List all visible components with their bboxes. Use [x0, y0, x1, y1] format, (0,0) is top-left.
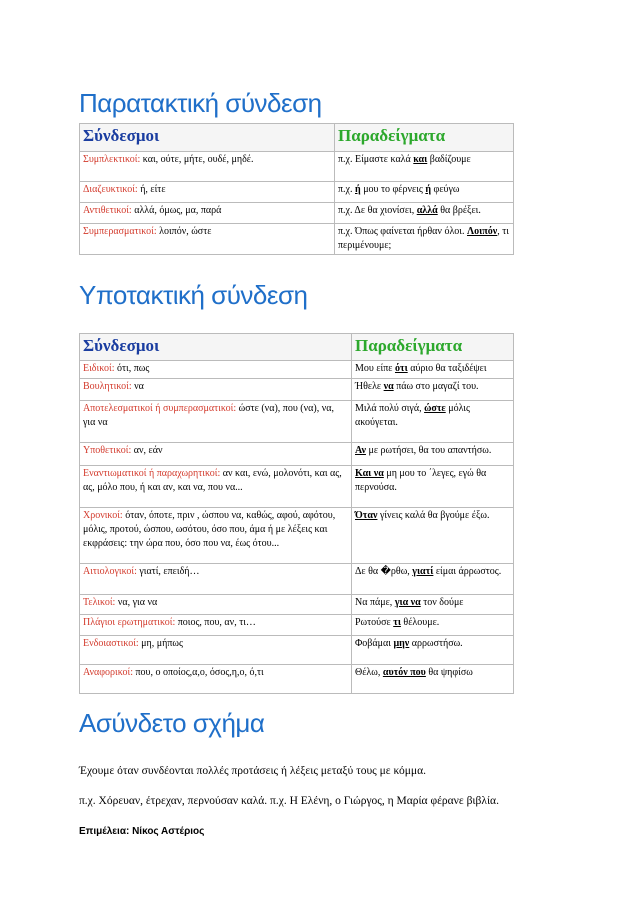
example-keyword: ή: [355, 184, 361, 195]
example-keyword: να: [383, 381, 394, 392]
table-row: [80, 203, 514, 224]
example-keyword: Και να: [355, 468, 384, 479]
example-text: βαδίζουμε: [427, 154, 471, 165]
conjunction-label: Εναντιωματικοί ή παραχωρητικοί:: [83, 468, 221, 479]
conjunction-label: Αντιθετικοί:: [83, 205, 132, 216]
hypotactic-table: [79, 333, 514, 694]
example-text: Μου είπε: [355, 363, 395, 374]
column-header-conjunctions: Σύνδεσμοι: [80, 334, 352, 361]
example-keyword: Αν: [355, 445, 366, 456]
example-text: Ήθελε: [355, 381, 384, 392]
conjunction-label: Αναφορικοί:: [83, 667, 133, 678]
section-title-hypotactic: Υποτακτική σύνδεση: [79, 280, 308, 310]
example-keyword: και: [413, 154, 428, 165]
asyndeton-example: π.χ. Χόρευαν, έτρεχαν, περνούσαν καλά. π.χ. Η Ελένη, ο Γιώργος, η Μαρία φέρανε βιβλία.: [79, 795, 499, 807]
example-text: θα βρέξει.: [437, 205, 481, 216]
example-text: αύριο θα ταξιδέψει: [407, 363, 487, 374]
example-text: μόλις ακούγεται.: [355, 403, 470, 428]
table-row: [80, 564, 514, 595]
table-row: [80, 615, 514, 636]
example-text: τον δούμε: [420, 597, 464, 608]
table-row: [80, 636, 514, 665]
example-text: π.χ. Όπως φαίνεται ήρθαν όλοι.: [338, 226, 467, 237]
example-keyword: Όταν: [355, 510, 378, 521]
conjunction-words: όταν, όποτε, πριν , ώσπου να, καθώς, αφού, αφότου, μόλις, προτού, ώσπου, ωσότου, όσο που, άμα ή με λέξεις και εκφράσεις: την ώρα που, όσο που να, έως ότου...: [83, 510, 336, 549]
example-text: π.χ. Δε θα χιονίσει,: [338, 205, 417, 216]
conjunction-label: Αποτελεσματικοί ή συμπερασματικοί:: [83, 403, 237, 414]
example-text: Ρωτούσε: [355, 617, 394, 628]
example-text: θέλουμε.: [400, 617, 440, 628]
table-row: [80, 595, 514, 615]
section-title-asyndeton: Ασύνδετο σχήμα: [79, 708, 265, 738]
column-header-examples: Παραδείγματα: [335, 124, 514, 152]
table-row: [80, 182, 514, 203]
table-row: [80, 361, 514, 379]
conjunction-words: να: [131, 381, 144, 392]
conjunction-label: Τελικοί:: [83, 597, 116, 608]
table-row: [80, 152, 514, 182]
conjunction-words: και, ούτε, μήτε, ουδέ, μηδέ.: [140, 154, 254, 165]
example-keyword: ώστε: [424, 403, 446, 414]
table-row: [80, 466, 514, 508]
conjunction-label: Συμπερασματικοί:: [83, 226, 157, 237]
column-header-examples: Παραδείγματα: [352, 334, 514, 361]
example-text: Να πάμε,: [355, 597, 395, 608]
example-keyword: γιατί: [412, 566, 434, 577]
example-keyword: ότι: [394, 363, 408, 374]
table-row: [80, 508, 514, 564]
column-header-conjunctions: Σύνδεσμοι: [80, 124, 335, 152]
example-keyword: για να: [394, 597, 421, 608]
conjunction-label: Αιτιολογικοί:: [83, 566, 137, 577]
example-text: πάω στο μαγαζί του.: [393, 381, 479, 392]
example-text: μη μου το ΄λεγες, εγώ θα περνούσα.: [355, 468, 487, 493]
example-keyword: ή: [425, 184, 432, 195]
example-text: Μιλά πολύ σιγά,: [355, 403, 425, 414]
paratactic-table: [79, 123, 514, 255]
example-text: με ρωτήσει, θα του απαντήσω.: [365, 445, 492, 456]
conjunction-words: ώστε (να), που (να), να, για να: [83, 403, 334, 428]
table-row: [80, 379, 514, 401]
conjunction-words: ή, είτε: [137, 184, 166, 195]
conjunction-label: Χρονικοί:: [83, 510, 123, 521]
table-row: [80, 401, 514, 443]
conjunction-label: Συμπλεκτικοί:: [83, 154, 141, 165]
credit-line: Επιμέλεια: Νίκος Αστέριος: [79, 826, 205, 837]
table-row: [80, 443, 514, 466]
conjunction-words: μη, μήπως: [138, 638, 183, 649]
conjunction-words: ότι, πως: [114, 363, 150, 374]
conjunction-label: Βουλητικοί:: [83, 381, 132, 392]
conjunction-words: αν και, ενώ, μολονότι, και ας, ας, μόλο που, ή και αν, και να, που να...: [83, 468, 342, 493]
conjunction-label: Υποθετικοί:: [83, 445, 132, 456]
example-text: π.χ.: [338, 184, 355, 195]
example-text: γίνεις καλά θα βγούμε έξω.: [377, 510, 490, 521]
example-keyword: Λοιπόν: [466, 226, 498, 237]
conjunction-words: να, για να: [115, 597, 158, 608]
conjunction-words: αν, εάν: [131, 445, 163, 456]
example-text: , τι περιμένουμε;: [338, 226, 509, 251]
conjunction-label: Πλάγιοι ερωτηματικοί:: [83, 617, 176, 628]
table-row: [80, 665, 514, 694]
example-text: π.χ. Είμαστε καλά: [338, 154, 414, 165]
example-text: θα ψηφίσω: [425, 667, 473, 678]
example-keyword: αυτόν που: [382, 667, 426, 678]
section-title-paratactic: Παρατακτική σύνδεση: [79, 88, 322, 118]
conjunction-label: Ειδικοί:: [83, 363, 115, 374]
conjunction-words: λοιπόν, ώστε: [156, 226, 212, 237]
example-text: Θέλω,: [355, 667, 383, 678]
conjunction-label: Διαζευκτικοί:: [83, 184, 138, 195]
example-text: Δε θα �ρθω,: [355, 566, 413, 577]
example-keyword: αλλά: [416, 205, 438, 216]
conjunction-label: Ενδοιαστικοί:: [83, 638, 139, 649]
example-text: Φοβάμαι: [355, 638, 394, 649]
example-text: αρρωστήσω.: [409, 638, 463, 649]
asyndeton-definition: Έχουμε όταν συνδέονται πολλές προτάσεις ή λέξεις μεταξύ τους με κόμμα.: [79, 765, 426, 777]
example-keyword: μην: [393, 638, 410, 649]
conjunction-words: γιατί, επειδή…: [136, 566, 200, 577]
example-text: είμαι άρρωστος.: [433, 566, 502, 577]
example-keyword: τι: [393, 617, 401, 628]
table-row: [80, 224, 514, 255]
conjunction-words: αλλά, όμως, μα, παρά: [131, 205, 222, 216]
example-text: φεύγω: [431, 184, 460, 195]
example-text: μου το φέρνεις: [360, 184, 426, 195]
conjunction-words: ποιος, που, αν, τι…: [175, 617, 256, 628]
conjunction-words: που, ο οποίος,α,ο, όσος,η,ο, ό,τι: [132, 667, 264, 678]
